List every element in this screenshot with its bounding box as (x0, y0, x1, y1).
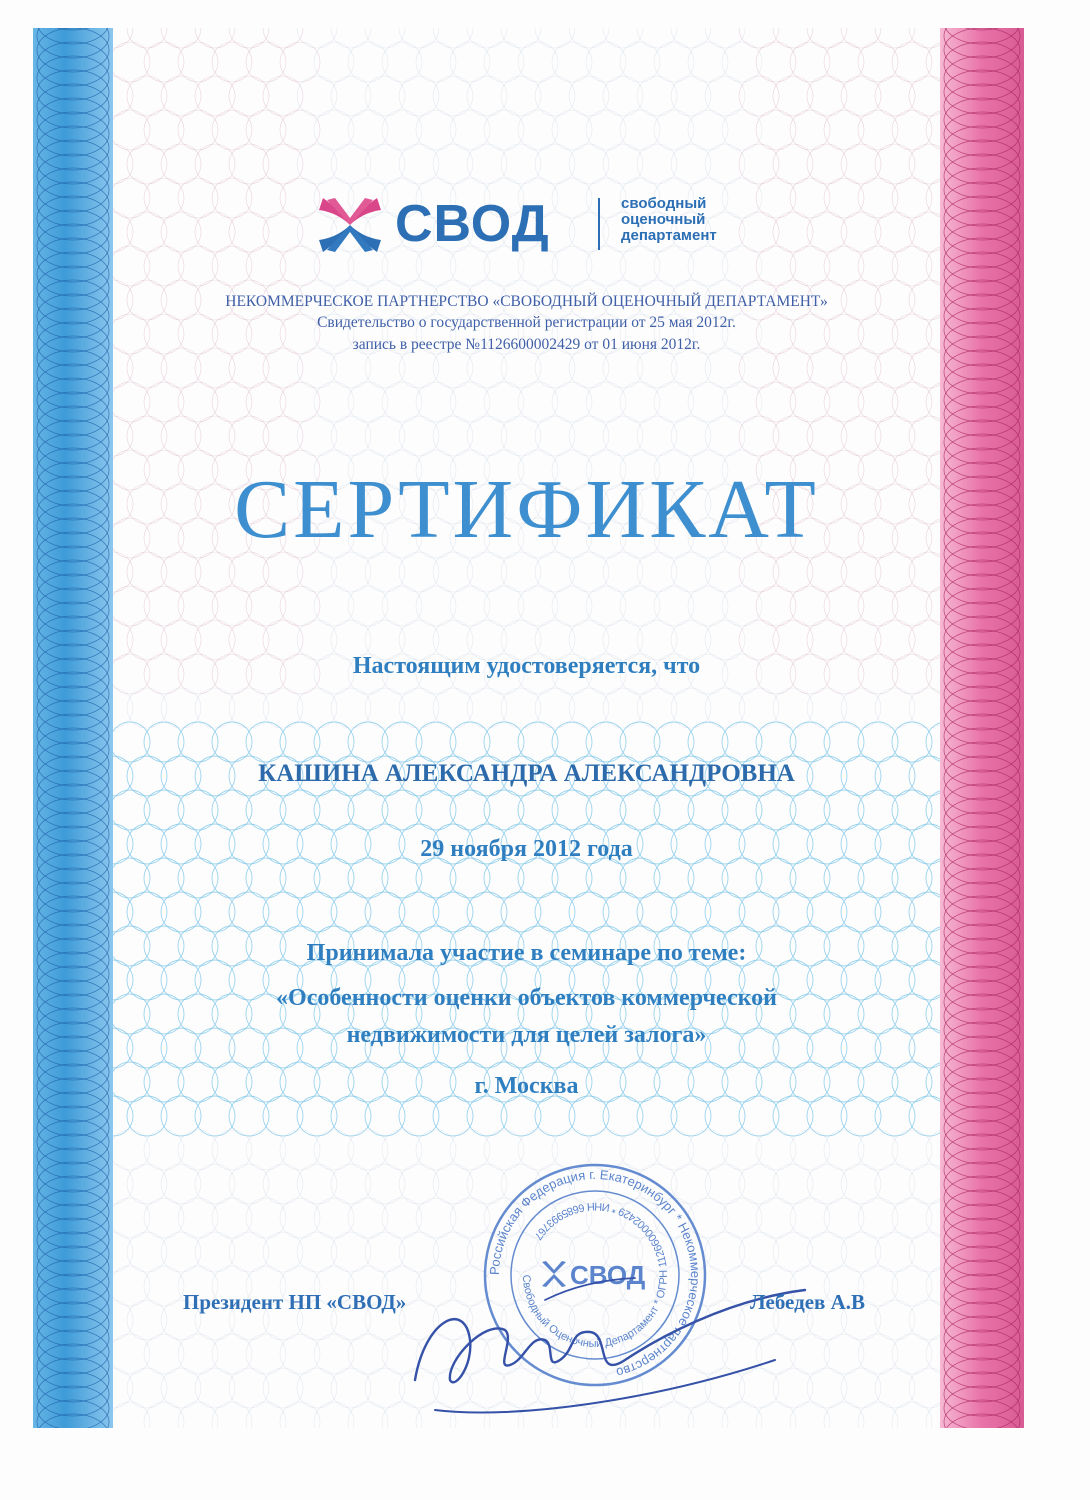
president-name: Лебедев А.В (750, 1290, 866, 1314)
registration-certificate: Свидетельство о государственной регистрации от 25 мая 2012г. (317, 314, 736, 331)
president-title: Президент НП «СВОД» (183, 1290, 407, 1314)
svod-logo-icon (315, 190, 385, 260)
logo-wordmark: СВОД (395, 195, 550, 253)
stamp-outer-text: Российская Федерация г. Екатеринбург * Некоммерческое партнерство (486, 1166, 704, 1381)
seminar-city: г. Москва (474, 1073, 579, 1099)
attestation-text: Настоящим удостоверяется, что (352, 653, 701, 679)
handwritten-signature (395, 1260, 815, 1430)
logo-divider (598, 198, 600, 250)
organization-name: НЕКОММЕРЧЕСКОЕ ПАРТНЕРСТВО «СВОБОДНЫЙ ОЦЕНОЧНЫЙ ДЕПАРТАМЕНТ» (225, 293, 828, 310)
left-decorative-band (33, 28, 113, 1428)
stamp-center-word: СВОД (570, 1260, 646, 1290)
seminar-topic-line-2: недвижимости для целей залога» (346, 1022, 707, 1048)
participation-text: Принимала участие в семинаре по теме: (306, 940, 747, 966)
registry-entry: запись в реестре №1126600002429 от 01 июня 2012г. (352, 336, 701, 353)
logo-tagline-line-2: оценочный (621, 211, 706, 228)
recipient-name: КАШИНА АЛЕКСАНДРА АЛЕКСАНДРОВНА (258, 760, 795, 787)
seminar-date: 29 ноября 2012 года (420, 836, 633, 862)
right-decorative-band (940, 28, 1024, 1428)
certificate-title: СЕРТИФИКАТ (234, 463, 819, 556)
logo-tagline-line-3: департамент (621, 227, 717, 244)
logo-tagline-line-1: свободный (621, 195, 707, 212)
svod-logo (315, 190, 755, 260)
logo-tagline (621, 196, 717, 244)
stamp-inner-text: Свободный Оценочный Департамент * ОГРН 1126600002429 * ИНН 6685993767 (519, 1199, 671, 1351)
seminar-topic-line-1: «Особенности оценки объектов коммерческой (276, 985, 777, 1011)
